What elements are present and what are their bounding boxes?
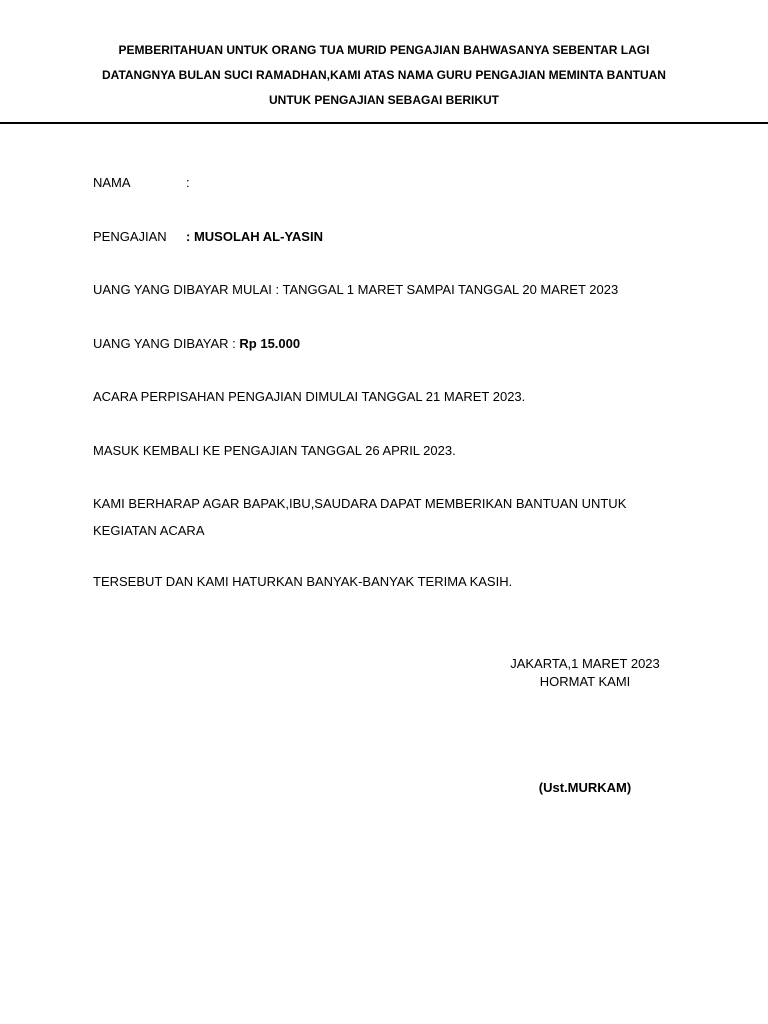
payment-amount-value: Rp 15.000	[239, 336, 301, 351]
payment-amount-label: UANG YANG DIBAYAR :	[93, 336, 240, 351]
farewell-event-text: ACARA PERPISAHAN PENGAJIAN DIMULAI TANGGAL 21 MARET 2023.	[93, 389, 526, 404]
header-line-3: UNTUK PENGAJIAN SEBAGAI BERIKUT	[268, 93, 499, 107]
request-text-line-1: KAMI BERHARAP AGAR BAPAK,IBU,SAUDARA DAPAT MEMBERIKAN BANTUAN UNTUK	[93, 496, 627, 511]
header-divider	[0, 122, 768, 124]
request-text-line-2: KEGIATAN ACARA	[93, 523, 205, 538]
header-line-1: PEMBERITAHUAN UNTUK ORANG TUA MURID PENGAJIAN BAHWASANYA SEBENTAR LAGI	[118, 43, 650, 57]
signatory-name: (Ust.MURKAM)	[538, 780, 632, 795]
return-date-text: MASUK KEMBALI KE PENGAJIAN TANGGAL 26 APRIL 2023.	[93, 443, 456, 458]
header-line-2: DATANGNYA BULAN SUCI RAMADHAN,KAMI ATAS NAMA GURU PENGAJIAN MEMINTA BANTUAN	[102, 68, 666, 82]
payment-amount-row	[93, 336, 300, 351]
payment-period: UANG YANG DIBAYAR MULAI : TANGGAL 1 MARET SAMPAI TANGGAL 20 MARET 2023	[93, 282, 619, 297]
regards: HORMAT KAMI	[539, 674, 631, 689]
nama-row	[93, 175, 190, 190]
pengajian-label: PENGAJIAN	[93, 229, 167, 244]
nama-separator: :	[186, 175, 190, 190]
nama-label: NAMA	[93, 175, 131, 190]
pengajian-row	[93, 229, 323, 244]
place-date: JAKARTA,1 MARET 2023	[510, 656, 660, 671]
pengajian-value: : MUSOLAH AL-YASIN	[186, 229, 323, 244]
thanks-text: TERSEBUT DAN KAMI HATURKAN BANYAK-BANYAK TERIMA KASIH.	[93, 574, 513, 589]
